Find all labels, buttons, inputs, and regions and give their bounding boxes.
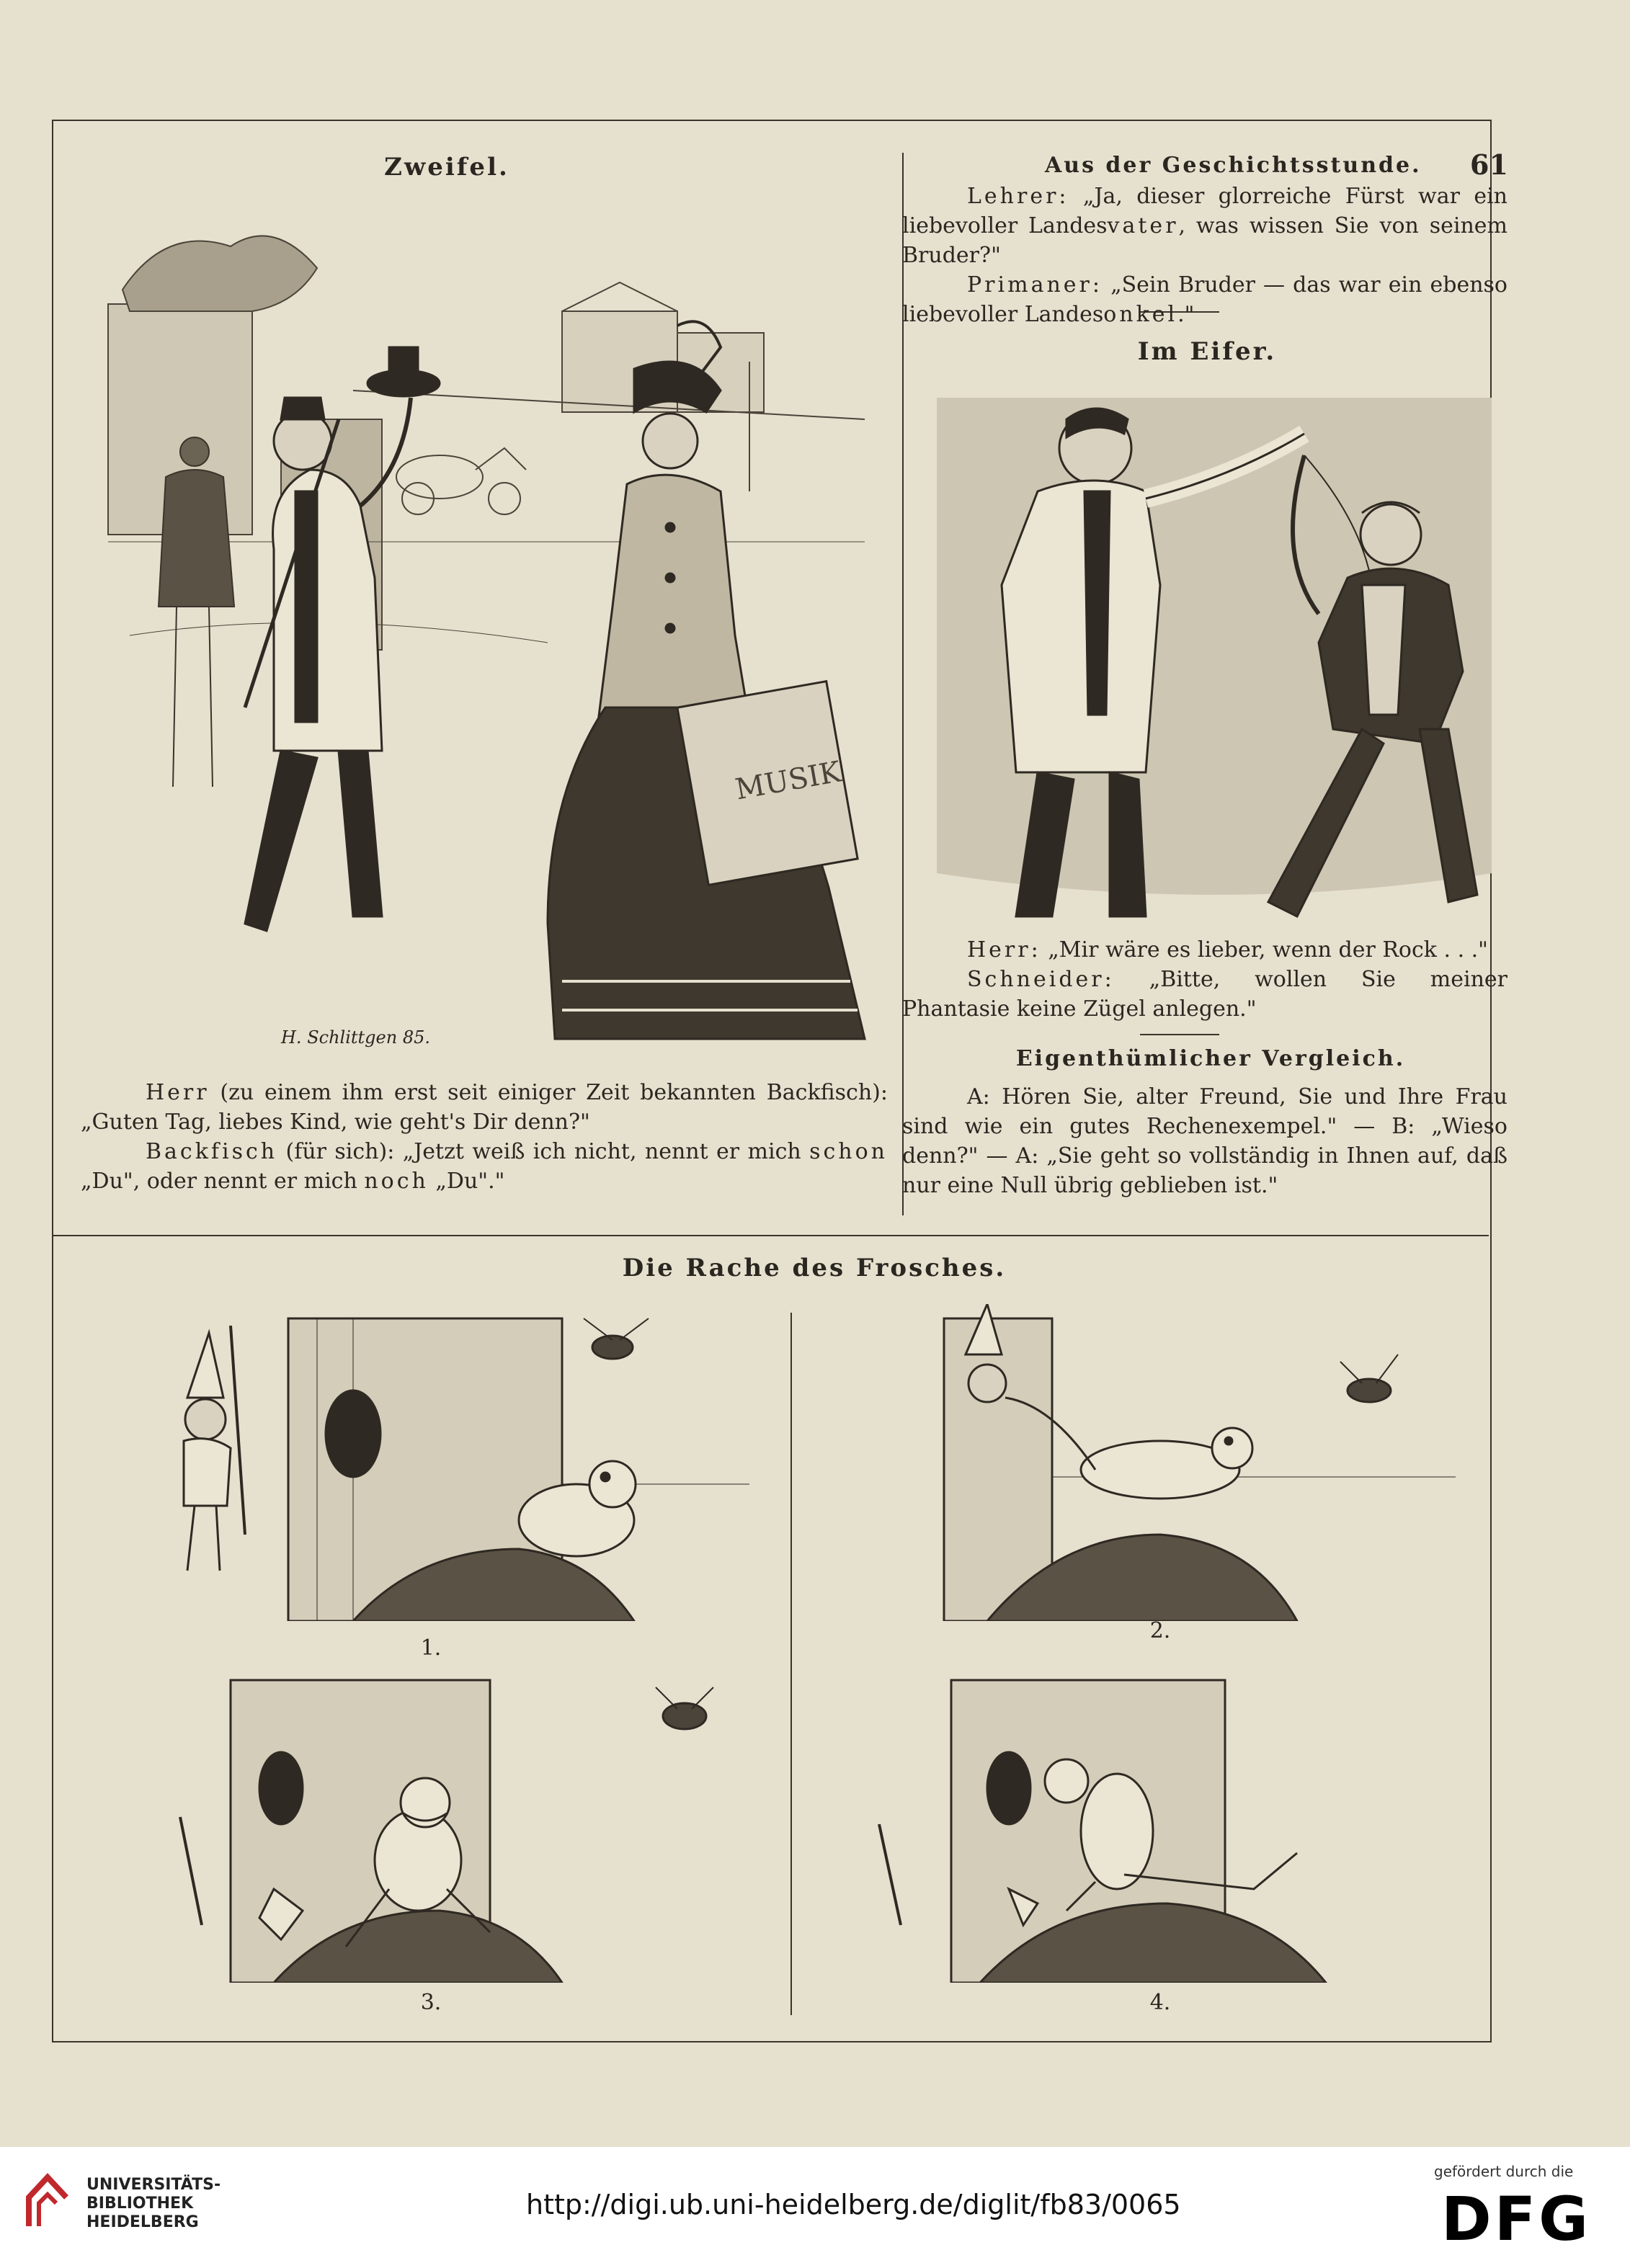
zweifel-caption [81, 1078, 888, 1196]
panel-divider [790, 1313, 792, 2015]
library-logo-icon [22, 2169, 74, 2233]
emphasis-noch: noch [364, 1169, 429, 1194]
signature: H. Schlittgen 85. [281, 1027, 430, 1048]
geschichtsstunde-title: Aus der Geschichtsstunde. [1045, 153, 1422, 178]
frog-panel-4 [821, 1673, 1456, 1983]
page-number: 61 [1470, 148, 1508, 181]
caption-text: (für sich): „Jetzt weiß ich nicht, nennt er mich [277, 1139, 810, 1164]
musik-sign-text: MUSIK [733, 755, 844, 807]
dfg-logo: DFG [1441, 2184, 1592, 2254]
caption-text: „Du", oder nennt er mich [81, 1169, 365, 1194]
zweifel-illustration [101, 203, 872, 1061]
dialogue-text: „Ja, dieser glorreiche Fürst war ein liebevoller Landes [902, 184, 1507, 238]
frosch-title: Die Rache des Frosches. [622, 1254, 1007, 1282]
speaker-schneider: Schneider: [967, 967, 1115, 992]
speaker-herr: Herr [146, 1080, 210, 1105]
vergleich-title: Eigenthümlicher Vergleich. [1015, 1046, 1406, 1071]
speaker-lehrer: Lehrer: [967, 184, 1069, 209]
dialogue-text: „Mir wäre es lieber, wenn der Rock . . ." [1041, 937, 1488, 963]
panel-number-1: 1. [420, 1635, 442, 1661]
geschichtsstunde-text [902, 182, 1507, 329]
emphasis-onkel: onkel [1103, 302, 1178, 327]
footer-bar [0, 2147, 1630, 2268]
library-name: UNIVERSITÄTS- BIBLIOTHEK HEIDELBERG [86, 2176, 221, 2231]
caption-text: (zu einem ihm erst seit einiger Zeit bekannten Backfisch): „Guten Tag, liebes Kind, wie geht's Dir denn?" [81, 1080, 888, 1135]
dialogue-text: „Sein Bruder — das war ein ebenso liebevoller Landes [902, 272, 1507, 327]
im-eifer-text [902, 935, 1507, 1024]
speaker-primaner: Primaner: [967, 272, 1103, 298]
frog-panel-3 [101, 1673, 749, 1983]
frog-panel-1 [115, 1304, 749, 1621]
emphasis-vater: vater [1107, 213, 1179, 238]
dialogue-text: ." [1177, 302, 1195, 327]
frog-panel-2 [821, 1304, 1456, 1621]
zweifel-title: Zweifel. [384, 153, 509, 182]
vergleich-paragraph: A: Hören Sie, alter Freund, Sie und Ihre Frau sind wie ein gutes Rechenexempel." — B: „Wieso denn?" — A: „Sie geht so vollständig in Ihnen auf, daß nur eine Null übrig geblieben ist." [902, 1084, 1507, 1198]
panel-number-2: 2. [1149, 1618, 1171, 1643]
speaker-herr: Herr: [967, 937, 1041, 963]
caption-text: „Du"." [428, 1169, 505, 1194]
panel-number-3: 3. [420, 1990, 442, 2015]
im-eifer-title: Im Eifer. [1137, 337, 1277, 366]
dialogue-text: „Bitte, wollen Sie meiner Phantasie keine Zügel anlegen." [902, 967, 1507, 1022]
emphasis-schon: schon [809, 1139, 888, 1164]
im-eifer-illustration [930, 369, 1499, 931]
speaker-backfisch: Backfisch [146, 1139, 278, 1164]
dialogue-text: , was wissen Sie von seinem Bruder?" [902, 213, 1507, 268]
vergleich-text [902, 1082, 1507, 1200]
section-divider [1140, 1034, 1219, 1035]
bottom-divider [52, 1235, 1489, 1236]
panel-number-4: 4. [1149, 1990, 1171, 2015]
document-url-link[interactable]: http://digi.ub.uni-heidelberg.de/diglit/fb83/0065 [526, 2189, 1181, 2220]
funding-caption: gefördert durch die [1434, 2163, 1574, 2180]
